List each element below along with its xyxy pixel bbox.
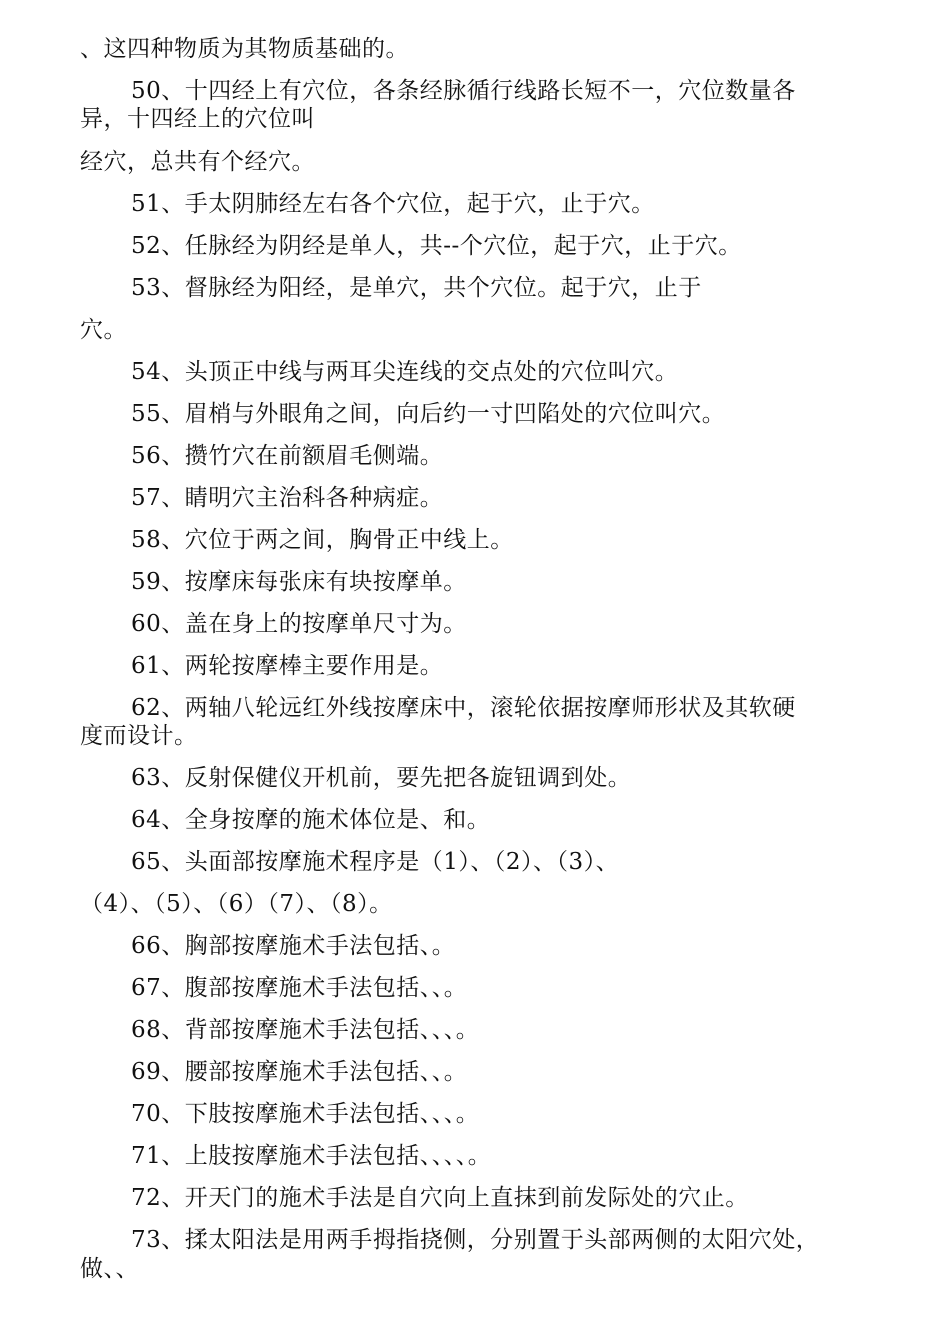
text-line: 度而设计。 [80,723,198,749]
question-58: 58、穴位于两之间，胸骨正中线上。 [131,527,514,553]
question-57: 57、睛明穴主治科各种病症。 [131,485,444,511]
question-50: 50、十四经上有穴位，各条经脉循行线路长短不一，穴位数量各 [131,78,796,104]
question-70: 70、下肢按摩施术手法包括、、、。 [131,1101,480,1127]
question-56: 56、攒竹穴在前额眉毛侧端。 [131,443,444,469]
question-67: 67、腹部按摩施术手法包括、、。 [131,975,468,1001]
question-66: 66、胸部按摩施术手法包括、。 [131,933,456,959]
text-line: 穴。 [80,317,127,343]
text-line: 经穴，总共有个经穴。 [80,149,315,175]
question-55: 55、眉梢与外眼角之间，向后约一寸凹陷处的穴位叫穴。 [131,401,726,427]
question-73: 73、揉太阳法是用两手拇指挠侧，分别置于头部两侧的太阳穴处， [131,1227,820,1253]
text-line: 、这四种物质为其物质基础的。 [80,36,409,62]
question-54: 54、头顶正中线与两耳尖连线的交点处的穴位叫穴。 [131,359,679,385]
question-63: 63、反射保健仪开机前，要先把各旋钮调到处。 [131,765,632,791]
question-69: 69、腰部按摩施术手法包括、、。 [131,1059,468,1085]
question-51: 51、手太阴肺经左右各个穴位，起于穴，止于穴。 [131,191,655,217]
question-61: 61、两轮按摩棒主要作用是。 [131,653,444,679]
text-line: 异，十四经上的穴位叫 [80,106,315,132]
question-59: 59、按摩床每张床有块按摩单。 [131,569,467,595]
question-71: 71、上肢按摩施术手法包括、、、、。 [131,1143,492,1169]
question-68: 68、背部按摩施术手法包括、、、。 [131,1017,480,1043]
question-52: 52、任脉经为阴经是单人，共--个穴位，起于穴，止于穴。 [131,233,742,259]
question-62: 62、两轴八轮远红外线按摩床中，滚轮依据按摩师形状及其软硬 [131,695,796,721]
text-line: 做、、 [80,1256,139,1282]
question-72: 72、开天门的施术手法是自穴向上直抹到前发际处的穴止。 [131,1185,749,1211]
question-60: 60、盖在身上的按摩单尺寸为。 [131,611,467,637]
text-line: （4）、（5）、（6）（7）、（8）。 [80,891,393,917]
question-65: 65、头面部按摩施术程序是（1）、（2）、（3）、 [131,849,620,875]
question-64: 64、全身按摩的施术体位是、和。 [131,807,491,833]
question-53: 53、督脉经为阳经，是单穴，共个穴位。起于穴，止于 [131,275,702,301]
